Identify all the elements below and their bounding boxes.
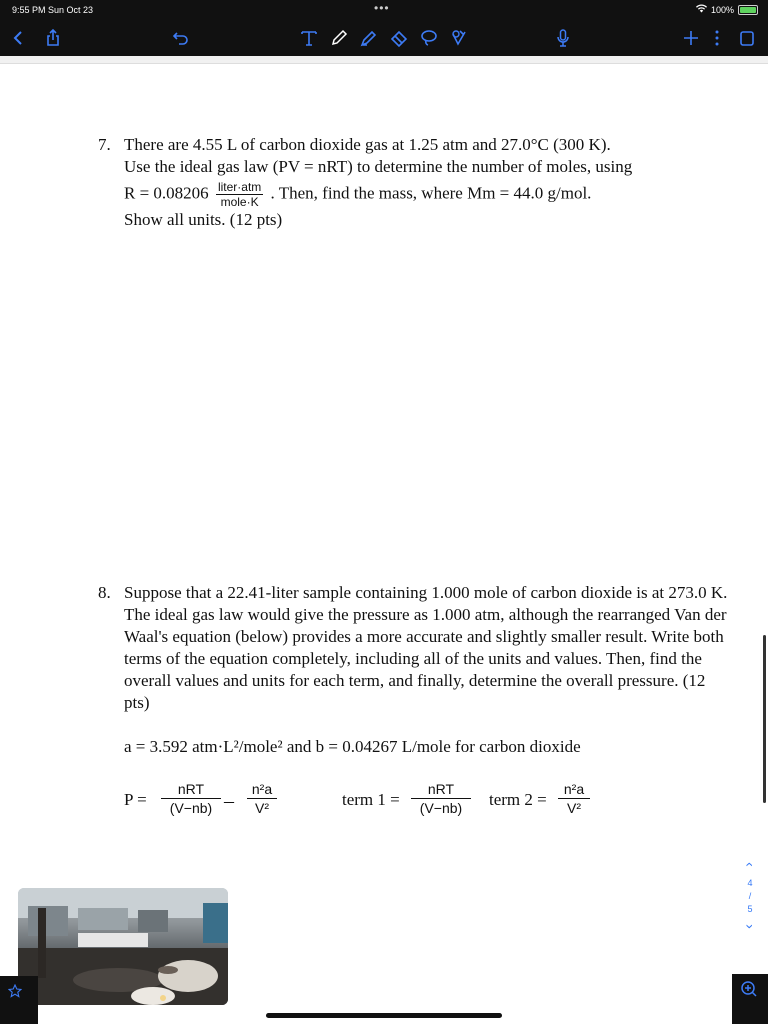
term1-def-numerator: nRT bbox=[411, 780, 471, 799]
units-denominator: mole·K bbox=[220, 195, 259, 209]
term1-numerator: nRT bbox=[161, 780, 221, 799]
problem-7-line-1: There are 4.55 L of carbon dioxide gas at 1.25 atm and 27.0°C (300 K). bbox=[124, 135, 611, 154]
term1-def-denominator: (V−nb) bbox=[419, 800, 463, 816]
toolbar bbox=[0, 20, 768, 56]
bottom-left-panel bbox=[0, 976, 38, 1024]
microphone-icon[interactable] bbox=[552, 27, 574, 49]
video-frame-image bbox=[18, 888, 228, 1005]
battery-fill bbox=[740, 7, 756, 13]
current-page: 4 bbox=[747, 878, 753, 888]
scroll-indicator[interactable] bbox=[763, 635, 766, 803]
status-time: 9:55 PM Sun Oct 23 bbox=[12, 5, 94, 15]
pen-icon[interactable] bbox=[328, 27, 350, 49]
pages-icon[interactable] bbox=[736, 27, 758, 49]
gas-constant-units bbox=[216, 180, 263, 209]
term2-def-numerator: n²a bbox=[558, 780, 590, 799]
problem-8-constants: a = 3.592 atm·L²/mole² and b = 0.04267 L/mole for carbon dioxide bbox=[124, 737, 581, 756]
problem-8 bbox=[98, 582, 738, 714]
page-navigator bbox=[742, 858, 758, 933]
status-bar bbox=[0, 0, 768, 20]
term2-def-fraction bbox=[558, 780, 590, 817]
add-icon[interactable] bbox=[680, 27, 702, 49]
star-icon[interactable] bbox=[8, 984, 22, 1003]
picture-in-picture-video[interactable] bbox=[18, 888, 228, 1005]
shapes-icon[interactable] bbox=[448, 27, 470, 49]
toolbar-divider bbox=[0, 56, 768, 64]
back-icon[interactable] bbox=[8, 27, 30, 49]
pressure-label: P = bbox=[124, 790, 147, 809]
problem-7-line-3 bbox=[124, 180, 738, 209]
page-up-button[interactable] bbox=[744, 857, 757, 873]
text-tool-icon[interactable] bbox=[298, 27, 320, 49]
multitasking-dots[interactable]: ••• bbox=[374, 1, 390, 15]
term2-fraction bbox=[247, 780, 277, 817]
zoom-panel bbox=[732, 974, 768, 1024]
page-down-button[interactable] bbox=[744, 919, 757, 935]
eraser-icon[interactable] bbox=[388, 27, 410, 49]
problem-8-text: Suppose that a 22.41-liter sample containing 1.000 mole of carbon dioxide is at 273.0 K. The ideal gas law would give the pressure as 1.000 atm, although the rearranged Van der Waal's equation (below) provides a more accurate and slightly smaller result. Write both terms of the equation completely, including all of the units and values. Then, find the overall values and units for each term, and finally, determine the overall pressure. (12 pts) bbox=[124, 583, 728, 712]
minus-sign: – bbox=[224, 790, 234, 812]
problem-7-number: 7. bbox=[98, 135, 111, 154]
problem-7 bbox=[98, 134, 738, 231]
problem-7-line-4: Show all units. (12 pts) bbox=[124, 210, 283, 229]
term2-denominator: V² bbox=[255, 800, 269, 816]
status-right bbox=[696, 4, 758, 15]
more-icon[interactable] bbox=[706, 27, 728, 49]
term2-def-denominator: V² bbox=[567, 800, 581, 816]
gas-constant: R = 0.08206 bbox=[124, 183, 209, 203]
term1-label: term 1 = bbox=[342, 790, 400, 809]
lasso-icon[interactable] bbox=[418, 27, 440, 49]
page-separator: / bbox=[748, 891, 752, 901]
problem-7-line-2: Use the ideal gas law (PV = nRT) to determine the number of moles, using bbox=[124, 157, 633, 176]
total-pages: 5 bbox=[747, 904, 753, 914]
battery-icon bbox=[738, 5, 758, 15]
problem-7-line-3-end: . Then, find the mass, where Mm = 44.0 g/mol. bbox=[270, 183, 592, 203]
problem-8-number: 8. bbox=[98, 583, 111, 602]
units-numerator: liter·atm bbox=[217, 180, 262, 194]
share-icon[interactable] bbox=[42, 27, 64, 49]
chevron-down-icon: › bbox=[742, 924, 759, 929]
battery-percent: 100% bbox=[710, 4, 734, 15]
zoom-in-icon[interactable] bbox=[740, 980, 758, 1003]
home-indicator[interactable] bbox=[266, 1013, 502, 1018]
wifi-icon bbox=[696, 4, 707, 15]
term2-label: term 2 = bbox=[489, 790, 547, 809]
chevron-up-icon: ‹ bbox=[742, 862, 759, 867]
highlighter-icon[interactable] bbox=[358, 27, 380, 49]
term1-fraction bbox=[161, 780, 221, 817]
undo-icon[interactable] bbox=[170, 27, 192, 49]
term1-def-fraction bbox=[411, 780, 471, 817]
term1-denominator: (V−nb) bbox=[169, 800, 213, 816]
term2-numerator: n²a bbox=[247, 780, 277, 799]
